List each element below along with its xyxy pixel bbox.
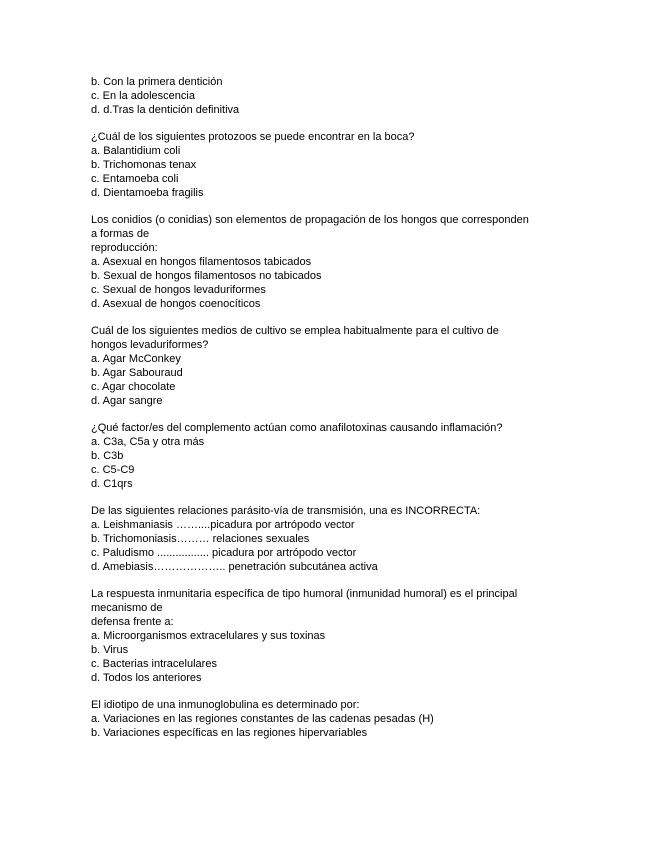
question-6 [91, 587, 566, 685]
option: d. Dientamoeba fragilis [91, 187, 204, 199]
question-text: mecanismo de [91, 602, 163, 614]
option: c. Sexual de hongos levaduriformes [91, 284, 266, 296]
option: d. C1qrs [91, 478, 133, 490]
option: b. Trichomoniasis……… relaciones sexuales [91, 533, 310, 545]
option: a. Balantidium coli [91, 145, 181, 157]
question-7 [91, 698, 566, 740]
option: b. Trichomonas tenax [91, 159, 197, 171]
option: c. Bacterias intracelulares [91, 658, 217, 670]
question-text: El idiotipo de una inmunoglobulina es determinado por: [91, 699, 360, 711]
question-text: a formas de [91, 228, 150, 240]
question-3 [91, 324, 566, 408]
question-5 [91, 504, 566, 574]
question-text: reproducción: [91, 242, 158, 254]
option: b. C3b [91, 450, 124, 462]
question-text: De las siguientes relaciones parásito-vía de transmisión, una es INCORRECTA: [91, 505, 481, 517]
option: b. Sexual de hongos filamentosos no tabicados [91, 270, 322, 282]
question-1 [91, 130, 566, 200]
question-text: defensa frente a: [91, 616, 174, 628]
option: a. Asexual en hongos filamentosos tabicados [91, 256, 312, 268]
question-2 [91, 213, 566, 311]
option: d. d.Tras la dentición definitiva [91, 104, 240, 116]
option: d. Amebiasis……………….. penetración subcutánea activa [91, 561, 378, 573]
option: a. Agar McConkey [91, 353, 181, 365]
option: c. En la adolescencia [91, 90, 195, 102]
intro-options-block [91, 75, 566, 117]
option: b. Agar Sabouraud [91, 367, 183, 379]
question-text: La respuesta inmunitaria específica de tipo humoral (inmunidad humoral) es el principal [91, 588, 518, 600]
option: a. Variaciones en las regiones constantes de las cadenas pesadas (H) [91, 713, 434, 725]
option: d. Asexual de hongos coenocíticos [91, 298, 261, 310]
option: c. Agar chocolate [91, 381, 176, 393]
option: a. Microorganismos extracelulares y sus toxinas [91, 630, 326, 642]
option: a. Leishmaniasis ……....picadura por artrópodo vector [91, 519, 355, 531]
option: d. Todos los anteriores [91, 672, 202, 684]
question-text: Cuál de los siguientes medios de cultivo se emplea habitualmente para el cultivo de [91, 325, 499, 337]
option: c. C5-C9 [91, 464, 135, 476]
option: b. Con la primera dentición [91, 76, 223, 88]
question-text: ¿Cuál de los siguientes protozoos se puede encontrar en la boca? [91, 131, 415, 143]
option: d. Agar sangre [91, 395, 163, 407]
question-4 [91, 421, 566, 491]
question-text: hongos levaduriformes? [91, 339, 209, 351]
option: b. Variaciones específicas en las regiones hipervariables [91, 727, 368, 739]
question-text: ¿Qué factor/es del complemento actúan como anafilotoxinas causando inflamación? [91, 422, 503, 434]
option: b. Virus [91, 644, 129, 656]
exam-content [91, 75, 566, 740]
question-text: Los conidios (o conidias) son elementos de propagación de los hongos que corresponden [91, 214, 529, 226]
option: c. Entamoeba coli [91, 173, 179, 185]
option: a. C3a, C5a y otra más [91, 436, 205, 448]
option: c. Paludismo ................. picadura por artrópodo vector [91, 547, 357, 559]
